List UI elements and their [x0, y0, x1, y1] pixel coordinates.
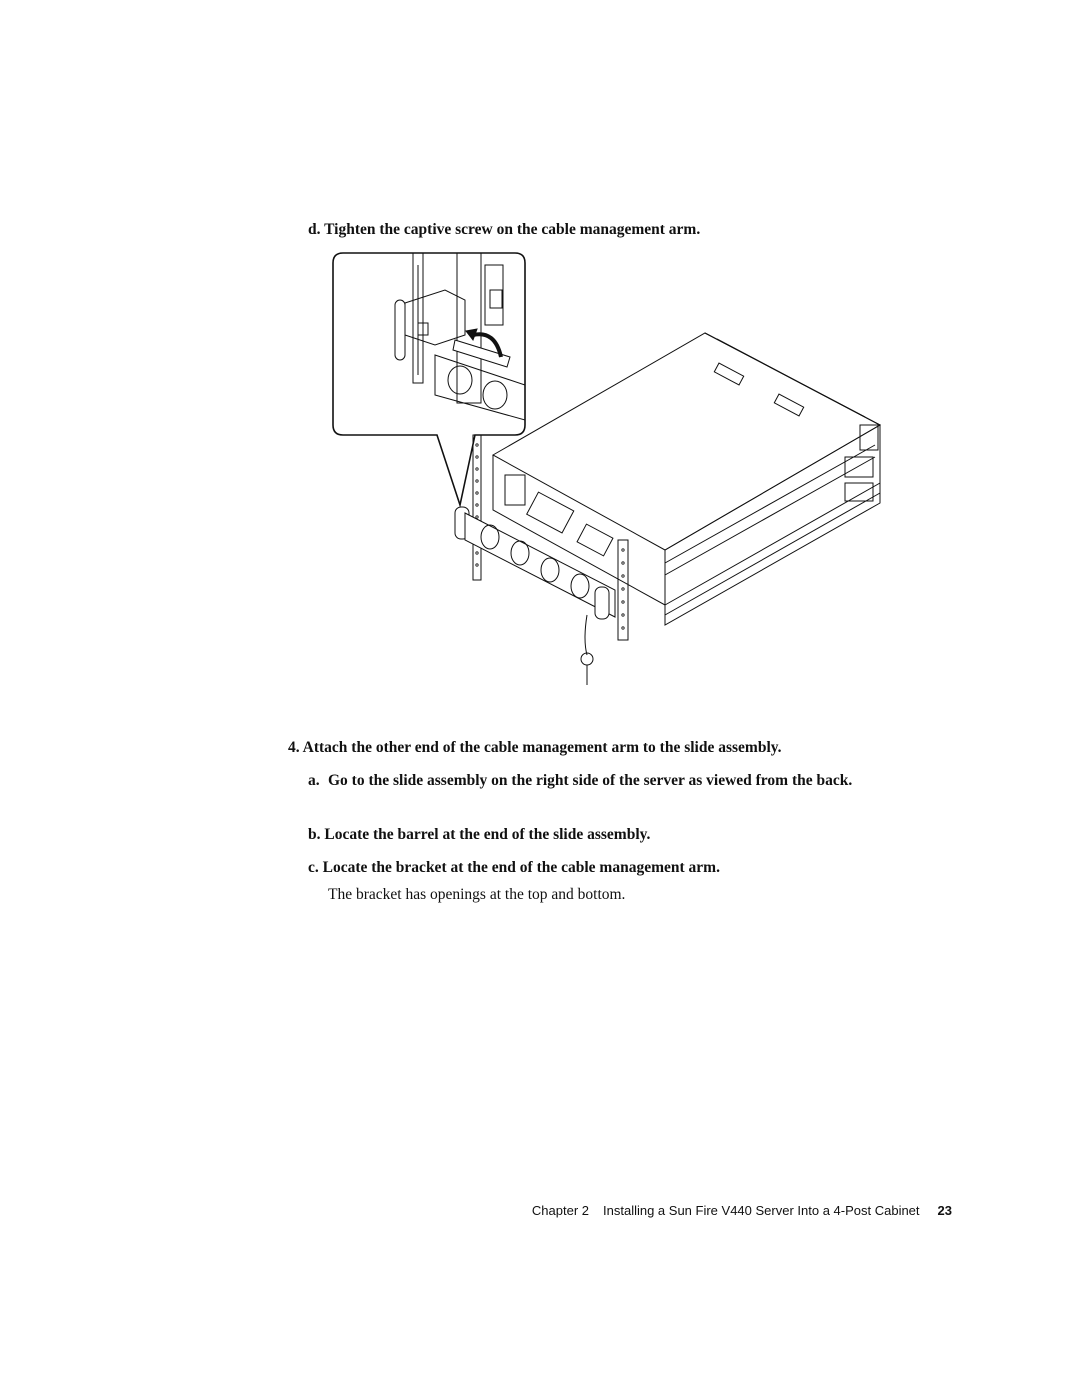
step-4-marker: 4. — [288, 739, 300, 756]
step-a-text: Go to the slide assembly on the right side of the server as viewed from the back. — [328, 772, 853, 789]
footer-chapter: Chapter 2 — [531, 1203, 590, 1218]
step-b — [308, 824, 928, 845]
page-number: 23 — [937, 1203, 952, 1218]
step-c-body-text: The bracket has openings at the top and bottom. — [328, 886, 626, 903]
step-a-marker: a. — [308, 772, 320, 789]
step-b-text: Locate the barrel at the end of the slide assembly. — [324, 826, 651, 843]
step-d — [308, 219, 908, 240]
step-4-text: Attach the other end of the cable management arm to the slide assembly. — [302, 739, 782, 756]
captive-screw-inset — [333, 253, 525, 505]
step-c-marker: c. — [308, 859, 319, 876]
step-a — [308, 770, 928, 791]
rack-post-left — [473, 435, 481, 580]
step-d-text: Tighten the captive screw on the cable management arm. — [324, 221, 701, 238]
server-installation-figure — [325, 245, 895, 690]
footer-title: Installing a Sun Fire V440 Server Into a 4-Post Cabinet — [603, 1203, 920, 1218]
page-footer — [488, 1203, 952, 1218]
step-d-marker: d. — [308, 221, 321, 238]
step-b-marker: b. — [308, 826, 321, 843]
step-c — [308, 857, 928, 878]
step-4 — [288, 737, 928, 758]
step-c-text: Locate the bracket at the end of the cable management arm. — [322, 859, 720, 876]
rack-post-right — [618, 540, 628, 640]
